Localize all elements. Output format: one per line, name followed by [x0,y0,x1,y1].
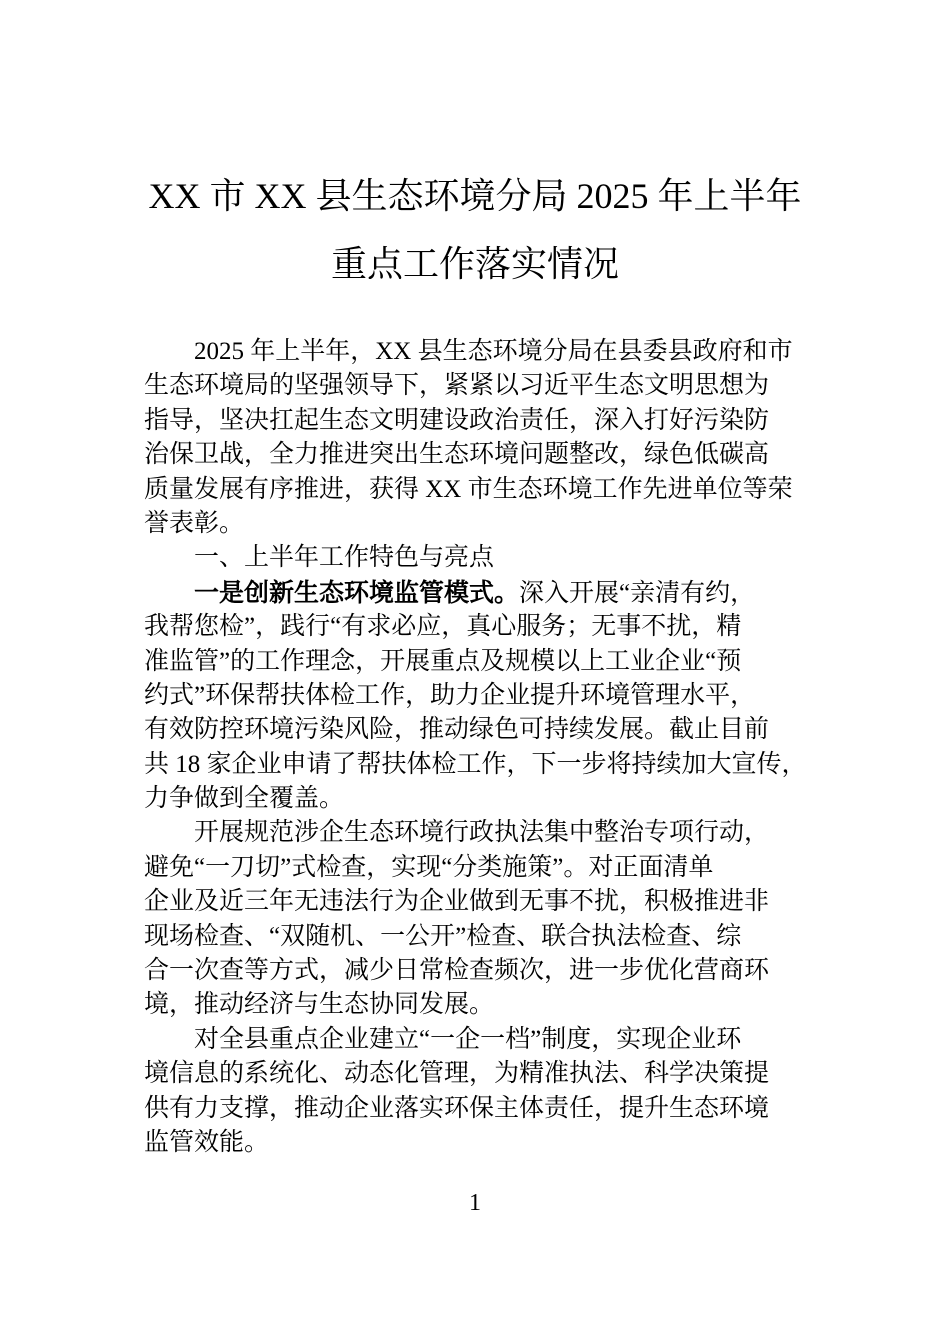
text-line: 力争做到全覆盖。 [144,785,345,813]
text-line: 共 18 家企业申请了帮扶体检工作，下一步将持续加大宣传， [144,750,807,778]
paragraph-lead-rest: 深入开展“亲清有约， [519,579,756,607]
text-line: 生态环境局的坚强领导下，紧紧以习近平生态文明思想为 [144,372,770,400]
document-title-line-2: 重点工作落实情况 [330,244,619,284]
text-line: 准监管”的工作理念，开展重点及规模以上工业企业“预 [144,647,742,675]
text-line: 治保卫战，全力推进突出生态环境问题整改，绿色低碳高 [144,441,770,469]
text-line: 现场检查、“双随机、一公开”检查、联合执法检查、综 [144,922,742,950]
text-line: 避免“一刀切”式检查，实现“分类施策”。对正面清单 [144,853,714,881]
text-line: 指导，坚决扛起生态文明建设政治责任，深入打好污染防 [144,406,770,434]
page-number: 1 [469,1190,481,1216]
text-line: 企业及近三年无违法行为企业做到无事不扰，积极推进非 [144,888,770,916]
text-line [144,576,844,610]
text-line: 我帮您检”，践行“有求必应，真心服务；无事不扰，精 [144,613,742,641]
document-title-line-1: XX 市 XX 县生态环境分局 2025 年上半年 [148,176,802,216]
paragraph-bold-lead: 一是创新生态环境监管模式。 [194,577,520,607]
text-line: 开展规范涉企生态环境行政执法集中整治专项行动， [194,819,770,847]
text-line: 境，推动经济与生态协同发展。 [144,991,495,1019]
text-line: 境信息的系统化、动态化管理，为精准执法、科学决策提 [144,1060,770,1088]
text-line: 监管效能。 [144,1128,270,1156]
section-heading: 一、上半年工作特色与亮点 [194,544,495,572]
text-line: 质量发展有序推进，获得 XX 市生态环境工作先进单位等荣 [144,475,793,503]
text-line: 对全县重点企业建立“一企一档”制度，实现企业环 [194,1025,742,1053]
text-line: 约式”环保帮扶体检工作，助力企业提升环境管理水平， [144,681,756,709]
text-line: 誉表彰。 [144,509,245,537]
text-line: 供有力支撑，推动企业落实环保主体责任，提升生态环境 [144,1094,770,1122]
text-line: 2025 年上半年，XX 县生态环境分局在县委县政府和市 [194,338,793,365]
paragraph-innovation [144,576,844,817]
paragraph-archive [144,1023,844,1161]
document-body [144,335,844,1160]
intro-paragraph [144,335,844,541]
text-line: 合一次查等方式，减少日常检查频次，进一步优化营商环 [144,957,770,985]
text-line: 有效防控环境污染风险，推动绿色可持续发展。截止目前 [144,716,770,744]
paragraph-enforcement [144,816,844,1022]
